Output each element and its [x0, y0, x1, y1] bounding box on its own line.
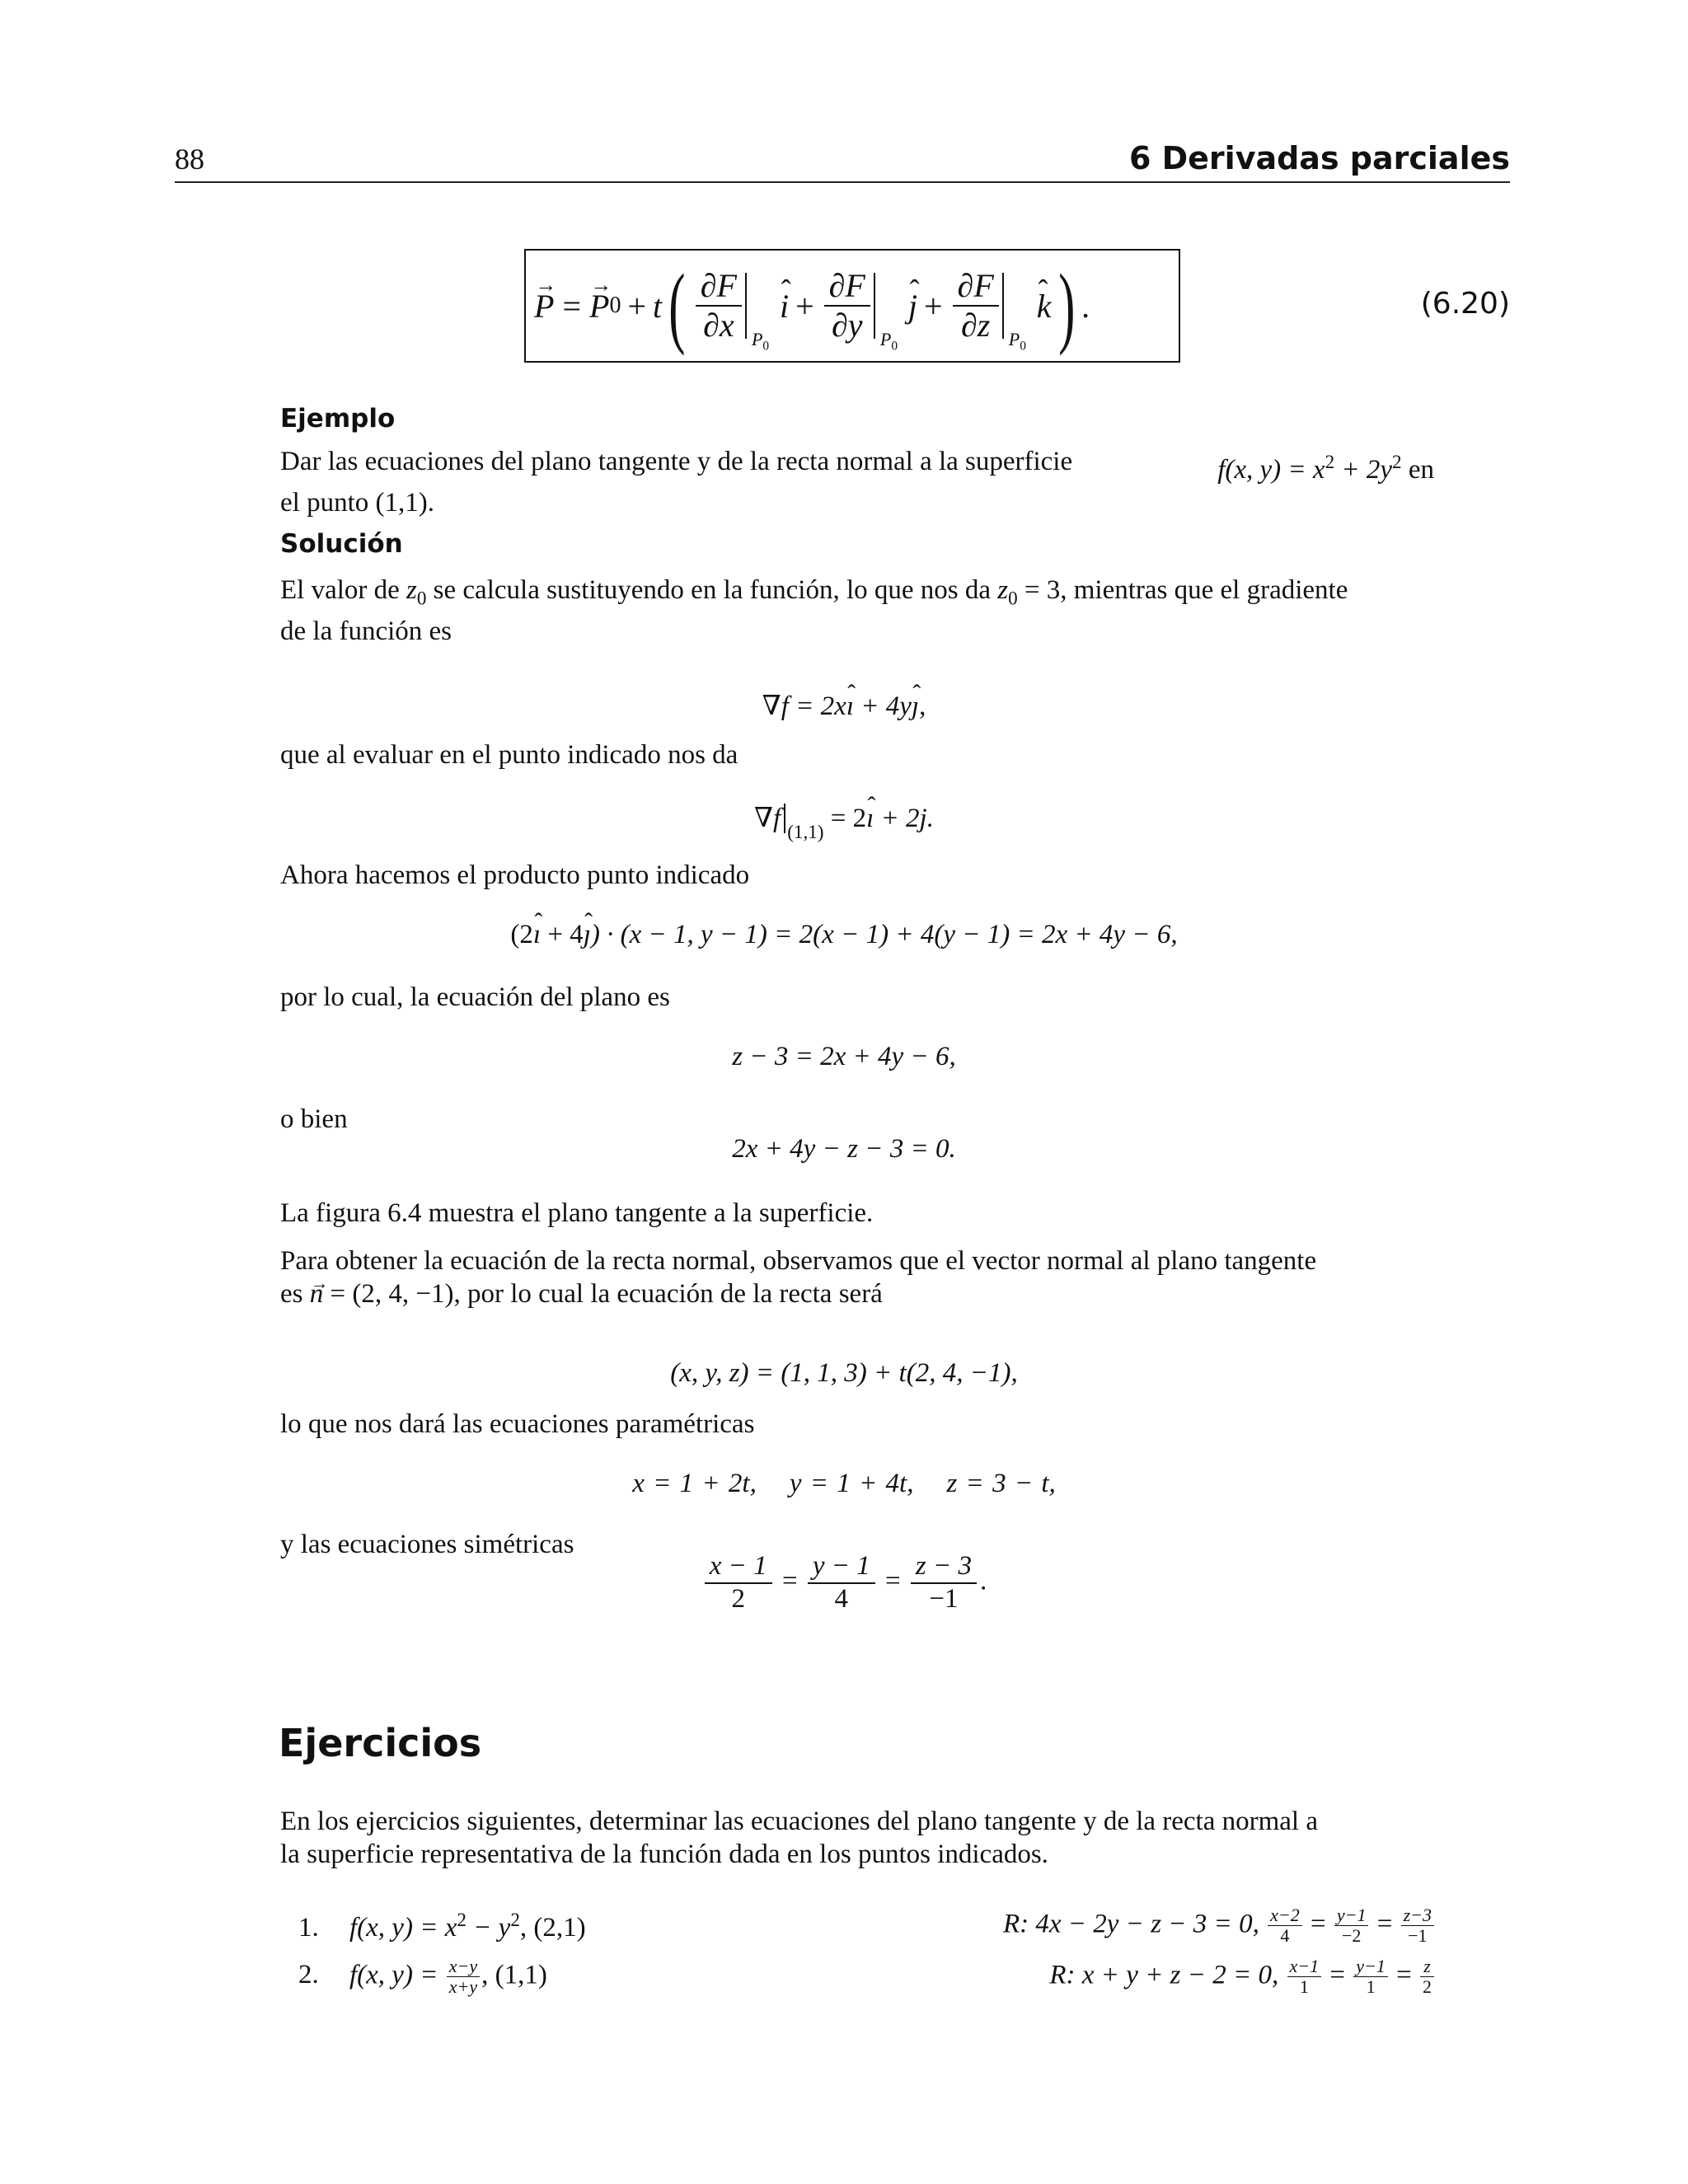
t-param: t	[653, 287, 663, 325]
plane-text: por lo cual, la ecuación del plano es	[280, 982, 670, 1012]
symmetric-text: y las ecuaciones simétricas	[280, 1530, 574, 1559]
line-equation: (x, y, z) = (1, 1, 3) + t(2, 4, −1),	[670, 1358, 1018, 1388]
equation-number: (6.20)	[1420, 287, 1510, 321]
dot-product-equation: (2ı ˆ + 4ȷ ˆ) · (x − 1, y − 1) = 2(x − 1) + 4(y − 1) = 2x + 4y − 6,	[0, 920, 1688, 950]
solution-intro: El valor de $z_0$ se calcula sustituyendo en la función, lo que nos da $z_0 = 3$, mientras que el gradiente de la función es	[280, 575, 1348, 646]
or-text: o bien	[280, 1104, 348, 1134]
exercise-2-question: 2. f(x, y) = $\frac{x-y}{x+y}$ , (1,1)	[298, 1956, 547, 1998]
gradient-at-point: ∇f $_{(1,1)}$ = 2ı ˆ + 2j.	[0, 801, 1688, 843]
example-statement	[280, 445, 1434, 519]
exercise-1-answer: R: 4x − 2y − z − 3 = 0, $\frac{x-2}{4}$ = $\frac{y-1}{-2}$ = $\frac{z-3}{-1}$	[1003, 1905, 1436, 1946]
chapter-title: 6 Derivadas parciales	[1128, 140, 1510, 176]
plane-equation-1: z − 3 = 2x + 4y − 6,	[732, 1042, 956, 1071]
p0-vector: P →	[589, 287, 609, 326]
exercise-1-question: 1. f(x, $y) = x^2 - y^2$, (2,1)	[298, 1908, 586, 1943]
i-hat: i ˆ	[780, 287, 789, 326]
param-text: lo que nos dará las ecuaciones paramétricas	[280, 1409, 755, 1439]
parametric-equations: x = 1 + 2t, y = 1 + 4t, z = 3 − t,	[632, 1469, 1056, 1498]
statement-line2: el punto (1,1).	[280, 488, 434, 518]
eval-text: que al evaluar en el punto indicado nos da	[280, 740, 738, 770]
gradient-equation: ∇f = 2xı ˆ + 4yȷ ˆ,	[0, 689, 1688, 722]
normal-text: Para obtener la ecuación de la recta normal, observamos que el vector normal al plano tangente es n → = (2, 4, −1), por lo cual la ecuación de la recta será	[280, 1244, 1434, 1310]
eval-bar-x: $P_0$	[745, 273, 775, 339]
exercise-item-1	[298, 1905, 1436, 1946]
dF-dz: $\frac{\partial F}{\partial z}$	[953, 267, 999, 344]
statement-function: f(x, $y) = x^2 + 2y^2$ en	[1217, 451, 1434, 485]
equation-period: .	[1081, 287, 1090, 325]
symmetric-equations: $\frac{x - 1}{2}$ = $\frac{y - 1}{4}$ = $\frac{z - 3}{-1}$ .	[0, 1551, 1688, 1615]
header-rule	[175, 181, 1510, 183]
eval-bar-y: $P_0$	[874, 273, 903, 339]
j-hat: j ˆ	[908, 287, 917, 326]
dF-dx: $\frac{\partial F}{\partial x}$	[696, 267, 742, 344]
exercises-intro: En los ejercicios siguientes, determinar las ecuaciones del plano tangente y de la recta normal a la superficie representativa de la función dada en los puntos indicados.	[280, 1807, 1318, 1869]
left-paren: (	[668, 255, 686, 356]
plane-equation-2: 2x + 4y − z − 3 = 0.	[732, 1134, 956, 1164]
dot-text: Ahora hacemos el producto punto indicado	[280, 860, 750, 890]
p-vector: P →	[534, 287, 554, 326]
figure-text: La figura 6.4 muestra el plano tangente a la superficie.	[280, 1198, 874, 1228]
k-hat: k ˆ	[1037, 287, 1052, 326]
exercise-item-2	[298, 1957, 1436, 1997]
page-number: 88	[175, 143, 204, 176]
p0-subscript: 0	[609, 293, 621, 318]
solution-heading: Solución	[280, 529, 403, 559]
example-heading: Ejemplo	[280, 404, 396, 434]
statement-line1: Dar las ecuaciones del plano tangente y de la recta normal a la superficie	[280, 447, 1073, 476]
dF-dy: $\frac{\partial F}{\partial y}$	[824, 267, 870, 344]
equation-6-20: P → = P → 0 + t ( $\frac{\partial F}{\partial x}$ $P_0$ i ˆ + $\frac{\partial F}{\partial y}$ $P_0$ j ˆ + $\frac{\partial F}{\partial z}$ $P_0$ k ˆ ) .	[534, 247, 1090, 364]
eval-bar-z: $P_0$	[1002, 273, 1032, 339]
exercise-2-answer: R: x + y + z − 2 = 0, $\frac{x-1}{1}$ = $\frac{y-1}{1}$ = $\frac{z}{2}$	[1049, 1957, 1436, 1997]
exercises-heading: Ejercicios	[279, 1721, 482, 1765]
right-paren: )	[1057, 255, 1075, 356]
